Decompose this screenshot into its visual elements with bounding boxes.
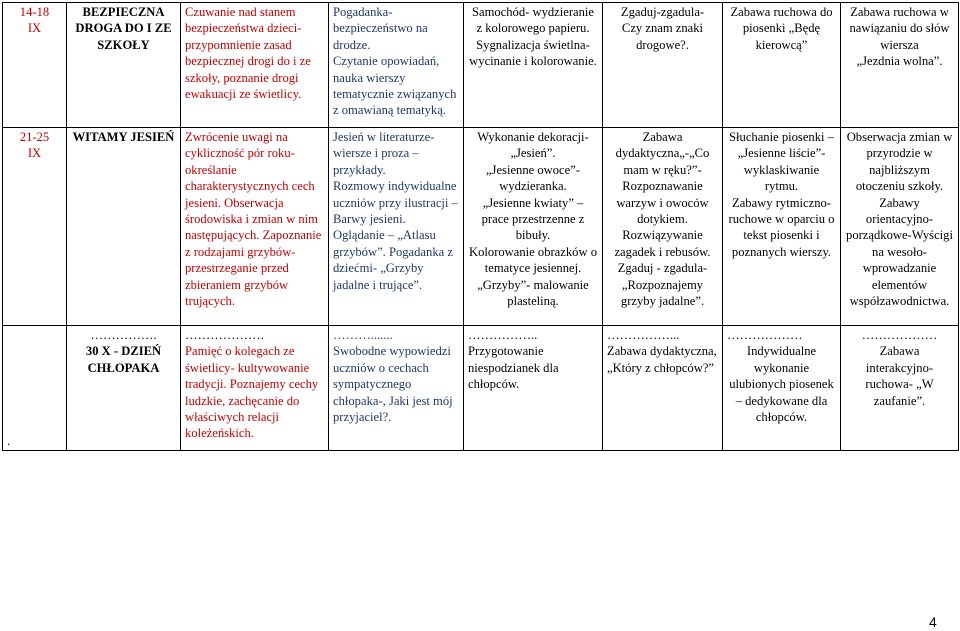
art-activity-cell: …………….. Przygotowanie niespodzianek dla chłopców.	[464, 326, 603, 451]
content-cell: Pogadanka- bezpieczeństwo na drodze. Czytanie opowiadań, nauka wierszy tematycznie związanych z omawianą tematyką.	[329, 3, 464, 128]
table-row	[3, 3, 959, 128]
topic-cell: ……………. 30 X - DZIEŃ CHŁOPAKA	[67, 326, 181, 451]
music-activity-cell: Słuchanie piosenki – „Jesienne liście”- wyklaskiwanie rytmu. Zabawy rytmiczno-ruchowe w oparciu o tekst piosenki i poznanych wierszy.	[723, 128, 841, 326]
game-activity-cell: ……………... Zabawa dydaktyczna, „Który z chłopców?”	[603, 326, 723, 451]
content-cell: ………....... Swobodne wypowiedzi uczniów o cechach sympatycznego chłopaka-, Jaki jest mój przyjaciel?.	[329, 326, 464, 451]
dotted-placeholder: ………………	[727, 328, 803, 342]
movement-activity-cell: Obserwacja zmian w przyrodzie w najbliższym otoczeniu szkoły. Zabawy orientacyjno-porządkowe-Wyścigi na wesoło-wprowadzanie elementów współzawodnictwa.	[841, 128, 959, 326]
goal-cell: Zwrócenie uwagi na cykliczność pór roku-określanie charakterystycznych cech jesieni. Obserwacja środowiska i zmian w nim następujących. Zapoznanie z rodzajami grzybów-przestrzeganie przed zbieraniem grzybów trujących.	[181, 128, 329, 326]
goal-cell: Czuwanie nad stanem bezpieczeństwa dzieci-przypomnienie zasad bezpiecznej drogi do i ze szkoły, poznanie drogi ewakuacji ze świetlicy.	[181, 3, 329, 128]
art-activity-cell: Samochód- wydzieranie z kolorowego papieru. Sygnalizacja świetlna-wycinanie i kolorowanie.	[464, 3, 603, 128]
movement-activity-cell: ……………… Zabawa interakcyjno-ruchowa- „W zaufanie”.	[841, 326, 959, 451]
content-cell: Jesień w literaturze-wiersze i proza – przykłady. Rozmowy indywidualne uczniów przy ilustracji – Barwy jesieni. Oglądanie – „Atlasu grzybów”. Pogadanka z dziećmi- „Grzyby jadalne i trujące”.	[329, 128, 464, 326]
date-cell: .	[3, 326, 67, 451]
game-activity-cell: Zabawa dydaktyczna„-„Co mam w ręku?”- Rozpoznawanie warzyw i owoców dotykiem. Rozwiązywanie zagadek i rebusów. Zgaduj - zgadula- „Rozpoznajemy grzyby jadalne”.	[603, 128, 723, 326]
music-activity-cell: Zabawa ruchowa do piosenki „Będę kierowcą”	[723, 3, 841, 128]
dotted-placeholder: …………….	[90, 328, 157, 342]
dotted-placeholder: ……….......	[333, 328, 393, 342]
dotted-placeholder: ……………..	[468, 328, 538, 342]
page-number: 4	[929, 614, 937, 630]
lesson-plan-table	[2, 2, 959, 451]
dotted-placeholder: ……………….	[185, 328, 264, 342]
movement-activity-cell: Zabawa ruchowa w nawiązaniu do słów wiersza „Jezdnia wolna”.	[841, 3, 959, 128]
game-activity-cell: Zgaduj-zgadula- Czy znam znaki drogowe?.	[603, 3, 723, 128]
dotted-placeholder: ………………	[861, 328, 938, 342]
table-row	[3, 326, 959, 451]
art-activity-cell: Wykonanie dekoracji- „Jesień”. „Jesienne owoce”- wydzieranka. „Jesienne kwiaty” – prace przestrzenne z bibuły. Kolorowanie obrazków o tematyce jesiennej. „Grzyby”- malowanie plasteliną.	[464, 128, 603, 326]
music-activity-cell: ……………… Indywidualne wykonanie ulubionych piosenek – dedykowane dla chłopców.	[723, 326, 841, 451]
date-cell: 14-18 IX	[3, 3, 67, 128]
date-cell: 21-25 IX	[3, 128, 67, 326]
topic-cell: WITAMY JESIEŃ	[67, 128, 181, 326]
goal-cell: ………………. Pamięć o kolegach ze świetlicy- kultywowanie tradycji. Poznajemy cechy ludzkie, zachęcanie do właściwych relacji koleżeńskich.	[181, 326, 329, 451]
table-row	[3, 128, 959, 326]
topic-cell: BEZPIECZNA DROGA DO I ZE SZKOŁY	[67, 3, 181, 128]
dotted-placeholder: ……………...	[607, 328, 680, 342]
